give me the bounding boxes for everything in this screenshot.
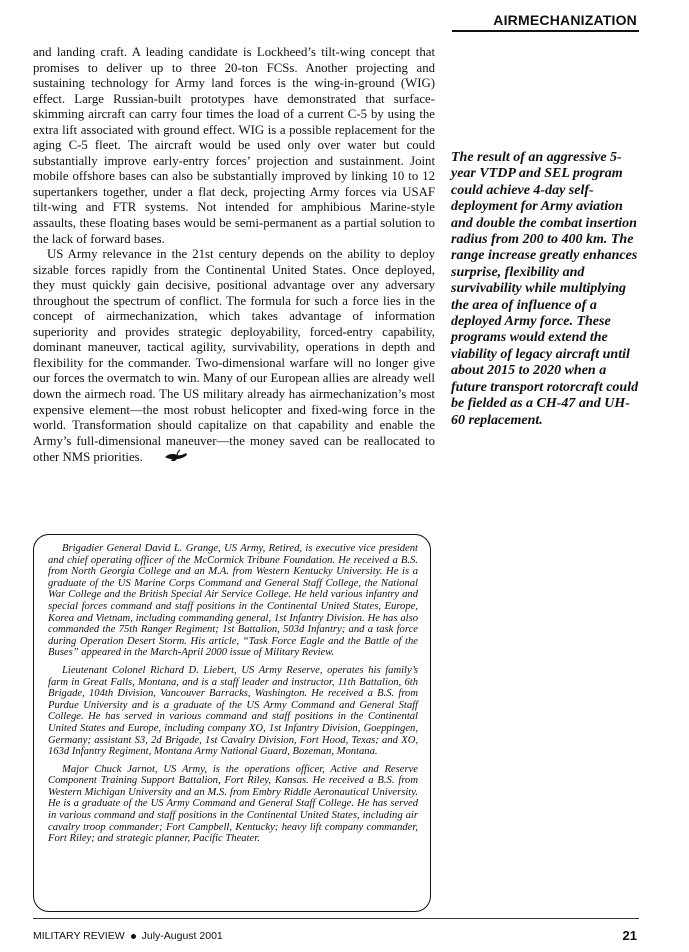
article-paragraph-text: US Army relevance in the 21st century depends on the ability to deploy sizable forces rapidly from the Continental United States. Once deployed, they must quickly gain decisive, positional advantage over any adversary throughout the spectrum of conflict. The formula for such a force lies in the concept of airmechanization, which takes advantage of information superiority and provides strategic deployability, forced-entry capability, dominant maneuver, tactical agility, survivability, operations in depth and flexibility for the commander. Two-dimensional warfare will no longer give our forces the overmatch to win. Many of our European allies are already well down the airmech road. The US military already has airmechanization’s most expensive element—the most robust helicopter and fixed-wing force in the world. Transformation should capitalize on that capability and enable the Army’s full-dimensional maneuver—the money saved can be reallocated to other NMS priorities. [33, 247, 435, 465]
article-body [33, 45, 435, 468]
bullet-icon [131, 934, 136, 939]
article-paragraph: and landing craft. A leading candidate is Lockheed’s tilt-wing concept that promises to deliver up to three 20-ton FCSs. Another projecting and sustaining technology for Army land forces is the wing-in-ground (WIG) effect. Large Russian-built prototypes have demonstrated that surface-skimming aircraft can carry four times the load of a current C-5 by using the extra lift associated with ground effect. WIG is a possible replacement for the aging C-5 fleet. The aircraft would be used only over water but could substantially improve early-entry forces’ projection and sustainment. Joint mobile offshore bases can also be substantially improved by linking 10 to 12 supertankers together, under a flat deck, projecting Army forces via USAF tilt-wing and FTR systems. Not intended for amphibious Marine-style assaults, these floating bases would be semi-permanent as a partial solution to the lack of forward bases. [33, 45, 435, 246]
author-bio: Major Chuck Jarnot, US Army, is the operations officer, Active and Reserve Component Training Support Battalion, Fort Riley, Kansas. He received a B.S. from Western Michigan University and an M.S. from Embry Riddle Aeronautical University. He is a graduate of the US Army Command and General Staff College. He has served in various command and staff positions in the Continental United States, including air cavalry troop commander; Fort Campbell, Kentucky; heavy lift company commander, Fort Riley; and strategic planner, Pacific Theater. [48, 763, 418, 845]
author-bios-box [33, 534, 431, 912]
author-bio: Lieutenant Colonel Richard D. Liebert, US Army Reserve, operates his family’s farm in Great Falls, Montana, and is a staff leader and instructor, 11th Battalion, 6th Brigade, 104th Division, Vancouver Barracks, Washington. He received a B.S. from Purdue University and is a graduate of the US Army Command and General Staff College. He has served in various command and staff positions in the Continental United States and Europe, including company XO, 1st Infantry Division, Goeppingen, Germany; assistant S3, 2d Brigade, 1st Cavalry Division, Fort Hood, Texas; and XO, 163d Infantry Regiment, Montana Army National Guard, Bozeman, Montana. [48, 664, 418, 758]
running-head-title: AIRMECHANIZATION [493, 12, 637, 28]
page-footer [33, 930, 223, 942]
page-number: 21 [622, 928, 637, 943]
footer-rule [33, 918, 639, 919]
author-bio: Brigadier General David L. Grange, US Army, Retired, is executive vice president and chief operating officer of the McCormick Tribune Foundation. He received a B.S. from North Georgia College and an M.A. from Western Kentucky University. He is a graduate of the US Marine Corps Command and General Staff College, the National War College and the British Special Air Service College. He held various infantry and special forces command and staff positions in the Continental United States, Europe, Korea and Vietnam, including commanding general, 1st Infantry Division. He has also commanded the 75th Ranger Regiment; 1st Battalion, 503d Infantry; and a task force during Operation Desert Storm. His article, “Task Force Eagle and the Battle of the Buses” appeared in the March-April 2000 issue of Military Review. [48, 543, 418, 659]
pull-quote: The result of an aggressive 5-year VTDP and SEL program could achieve 4-day self-deployment for Army aviation and double the combat insertion radius from 200 to 400 km. The range increase greatly enhances surprise, flexibility and survivability while multiplying the area of influence of a deployed Army force. These programs would extend the viability of legacy aircraft until about 2015 to 2020 when a future transport rotorcraft could be fielded as a CH-47 and UH-60 replacement. [451, 150, 639, 428]
lamp-icon [149, 449, 189, 468]
publication-name: MILITARY REVIEW [33, 930, 125, 942]
header-rule [452, 30, 639, 32]
article-paragraph [33, 247, 435, 468]
issue-date: July-August 2001 [141, 930, 223, 942]
